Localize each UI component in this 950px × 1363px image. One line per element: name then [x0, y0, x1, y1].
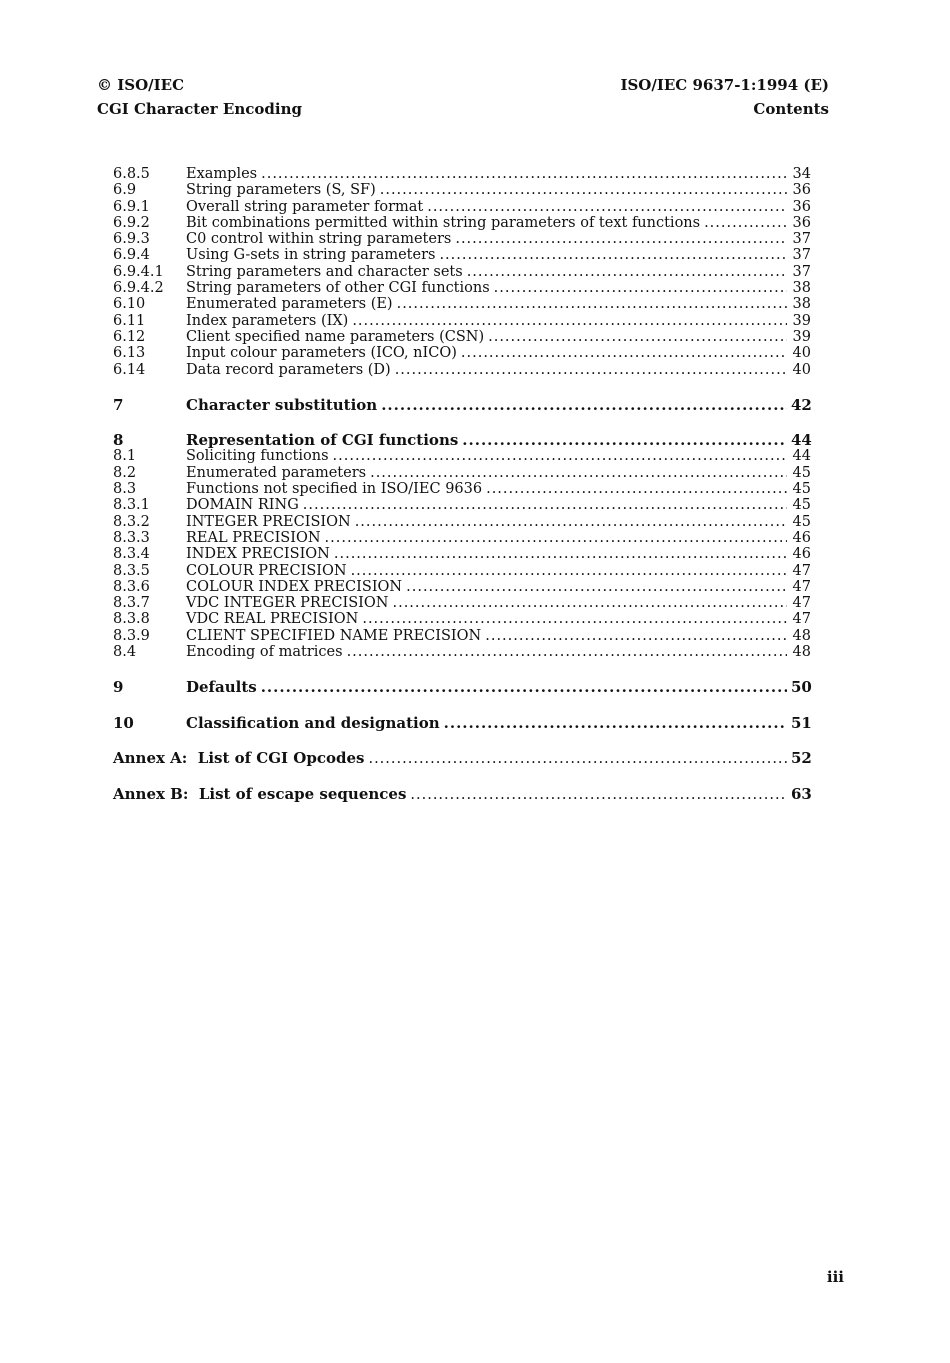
toc-page: 40	[792, 361, 811, 378]
toc-title: Data record parameters (D)	[186, 361, 391, 378]
dot-leader	[362, 611, 787, 627]
toc-title: String parameters and character sets	[186, 263, 463, 280]
toc-entry[interactable]	[113, 345, 811, 361]
dot-leader	[395, 362, 787, 378]
header-left-line2: CGI Character Encoding	[97, 100, 302, 118]
toc-entry[interactable]	[113, 215, 811, 231]
dot-leader	[303, 497, 787, 513]
toc-title: COLOUR INDEX PRECISION	[186, 578, 403, 595]
toc-entry[interactable]	[113, 362, 811, 378]
dot-leader	[494, 280, 787, 296]
toc-title: DOMAIN RING	[186, 497, 299, 514]
toc-entry[interactable]	[113, 448, 811, 464]
dot-leader	[397, 296, 787, 312]
toc-page: 45	[792, 497, 811, 514]
toc-entry-major[interactable]	[113, 679, 811, 695]
toc-title: Using G-sets in string parameters	[186, 247, 436, 264]
dot-leader	[352, 313, 787, 329]
toc-number: 8.3.1	[113, 497, 150, 514]
toc-number: 6.9.3	[113, 231, 150, 248]
toc-page: 63	[791, 785, 812, 804]
toc-number: 6.9.4.1	[113, 263, 164, 280]
toc-page: 37	[792, 247, 811, 264]
header-left-line1: © ISO/IEC	[97, 76, 185, 94]
toc-title: COLOUR PRECISION	[186, 562, 347, 579]
toc-page: 44	[791, 431, 812, 450]
toc-title: Client specified name parameters (CSN)	[186, 328, 485, 345]
toc-entry[interactable]	[113, 313, 811, 329]
toc-entry[interactable]	[113, 497, 811, 513]
toc-number: 8.3.8	[113, 611, 150, 628]
toc-entry-major[interactable]	[113, 432, 811, 448]
toc-number: 6.12	[113, 328, 146, 345]
toc-number: 6.9.2	[113, 214, 150, 231]
toc-page: 44	[792, 448, 811, 465]
toc-entry[interactable]	[113, 329, 811, 345]
toc-number: 8.4	[113, 644, 137, 661]
toc-number: 6.9	[113, 182, 137, 199]
toc-number: 6.14	[113, 361, 146, 378]
toc-entry-annex[interactable]	[113, 750, 811, 767]
toc-page: 51	[791, 713, 812, 732]
dot-leader	[462, 432, 787, 448]
toc-entry[interactable]	[113, 546, 811, 562]
toc-number: 6.10	[113, 296, 146, 313]
dot-leader	[406, 579, 787, 595]
toc-page: 38	[792, 280, 811, 297]
toc-title: Index parameters (IX)	[186, 312, 349, 329]
dot-leader	[485, 628, 787, 644]
header-right-line2: Contents	[753, 100, 829, 118]
toc-title: Enumerated parameters (E)	[186, 296, 393, 313]
toc-entry[interactable]	[113, 611, 811, 627]
toc-page: 36	[792, 182, 811, 199]
table-of-contents	[113, 166, 811, 804]
toc-number: 10	[113, 713, 134, 732]
toc-title: String parameters of other CGI functions	[186, 280, 490, 297]
toc-entry[interactable]	[113, 166, 811, 182]
toc-entry[interactable]	[113, 296, 811, 312]
toc-title: Examples	[186, 166, 258, 182]
toc-page: 36	[792, 198, 811, 215]
toc-entry[interactable]	[113, 644, 811, 660]
toc-title: Functions not specified in ISO/IEC 9636	[186, 481, 483, 498]
toc-page: 48	[792, 627, 811, 644]
toc-title: Encoding of matrices	[186, 644, 343, 661]
toc-number: 8.3.2	[113, 513, 150, 530]
dot-leader	[368, 751, 787, 767]
dot-leader	[427, 199, 787, 215]
dot-leader	[439, 247, 787, 263]
toc-page: 39	[792, 312, 811, 329]
toc-title: REAL PRECISION	[186, 529, 321, 546]
toc-title: INTEGER PRECISION	[186, 513, 351, 530]
toc-page: 39	[792, 328, 811, 345]
toc-number: 8.3	[113, 481, 137, 498]
toc-number: 8.1	[113, 448, 137, 465]
toc-title: Character substitution	[186, 395, 378, 414]
toc-number: 8.3.7	[113, 595, 150, 612]
toc-number: 6.8.5	[113, 166, 150, 182]
toc-page: 45	[792, 481, 811, 498]
dot-leader	[261, 679, 787, 695]
toc-page: 40	[792, 345, 811, 362]
toc-entry[interactable]	[113, 595, 811, 611]
toc-entry[interactable]	[113, 579, 811, 595]
toc-title: C0 control within string parameters	[186, 231, 452, 248]
toc-title: Representation of CGI functions	[186, 431, 459, 450]
toc-number: 8	[113, 431, 124, 450]
toc-entry-major[interactable]	[113, 397, 811, 413]
toc-page: 34	[792, 166, 811, 182]
toc-number: 6.11	[113, 312, 146, 329]
dot-leader	[410, 787, 787, 803]
toc-title: Annex A: List of CGI Opcodes	[113, 748, 365, 767]
toc-number: 7	[113, 395, 124, 414]
toc-page: 48	[792, 644, 811, 661]
toc-title: INDEX PRECISION	[186, 546, 330, 563]
toc-title: Bit combinations permitted within string parameters of text functions	[186, 214, 701, 231]
toc-entry[interactable]	[113, 280, 811, 296]
toc-title: VDC REAL PRECISION	[186, 611, 359, 628]
toc-number: 8.3.5	[113, 562, 150, 579]
dot-leader	[486, 481, 787, 497]
toc-page: 47	[792, 562, 811, 579]
toc-number: 8.3.4	[113, 546, 150, 563]
toc-entry[interactable]	[113, 465, 811, 481]
toc-page: 50	[791, 678, 812, 697]
dot-leader	[261, 166, 787, 182]
toc-title: Classification and designation	[186, 713, 440, 732]
toc-number: 6.9.1	[113, 198, 150, 215]
toc-title: Soliciting functions	[186, 448, 329, 465]
toc-page: 45	[792, 464, 811, 481]
toc-page: 47	[792, 578, 811, 595]
toc-entry[interactable]	[113, 514, 811, 530]
dot-leader	[381, 397, 787, 413]
toc-entry[interactable]	[113, 530, 811, 546]
toc-entry[interactable]	[113, 628, 811, 644]
toc-page: 37	[792, 263, 811, 280]
toc-number: 6.9.4	[113, 247, 150, 264]
toc-page: 47	[792, 595, 811, 612]
toc-page: 38	[792, 296, 811, 313]
toc-title: CLIENT SPECIFIED NAME PRECISION	[186, 627, 482, 644]
toc-title: String parameters (S, SF)	[186, 182, 376, 199]
toc-entry[interactable]	[113, 247, 811, 263]
dot-leader	[334, 546, 787, 562]
header-right-line1: ISO/IEC 9637-1:1994 (E)	[620, 76, 829, 94]
toc-number: 9	[113, 678, 124, 697]
toc-number: 8.3.3	[113, 529, 150, 546]
toc-title: VDC INTEGER PRECISION	[186, 595, 389, 612]
dot-leader	[347, 644, 787, 660]
dot-leader	[355, 514, 787, 530]
toc-page: 42	[791, 395, 812, 414]
toc-title: Input colour parameters (ICO, nICO)	[186, 345, 457, 362]
toc-entry[interactable]	[113, 231, 811, 247]
dot-leader	[704, 215, 787, 231]
toc-entry-major[interactable]	[113, 715, 811, 731]
dot-leader	[488, 329, 787, 345]
dot-leader	[455, 231, 787, 247]
dot-leader	[392, 595, 787, 611]
toc-title: Defaults	[186, 678, 257, 697]
dot-leader	[444, 715, 787, 731]
toc-entry-annex[interactable]	[113, 786, 811, 803]
toc-title: Overall string parameter format	[186, 198, 424, 215]
toc-number: 8.3.6	[113, 578, 150, 595]
toc-title: Enumerated parameters	[186, 464, 367, 481]
toc-page: 46	[792, 529, 811, 546]
toc-number: 8.3.9	[113, 627, 150, 644]
toc-page: 45	[792, 513, 811, 530]
toc-number: 8.2	[113, 464, 137, 481]
toc-page: 47	[792, 611, 811, 628]
dot-leader	[333, 448, 787, 464]
toc-entry[interactable]	[113, 182, 811, 198]
dot-leader	[370, 465, 787, 481]
toc-page: 36	[792, 214, 811, 231]
toc-entry[interactable]	[113, 481, 811, 497]
toc-number: 6.9.4.2	[113, 280, 164, 297]
dot-leader	[380, 182, 787, 198]
toc-title: Annex B: List of escape sequences	[113, 785, 407, 804]
dot-leader	[461, 345, 787, 361]
toc-page: 52	[791, 748, 812, 767]
dot-leader	[351, 563, 787, 579]
dot-leader	[467, 264, 787, 280]
toc-entry[interactable]	[113, 264, 811, 280]
dot-leader	[325, 530, 787, 546]
page-number: iii	[826, 1268, 844, 1286]
toc-page: 46	[792, 546, 811, 563]
toc-page: 37	[792, 231, 811, 248]
toc-entry[interactable]	[113, 199, 811, 215]
toc-number: 6.13	[113, 345, 146, 362]
toc-entry[interactable]	[113, 563, 811, 579]
